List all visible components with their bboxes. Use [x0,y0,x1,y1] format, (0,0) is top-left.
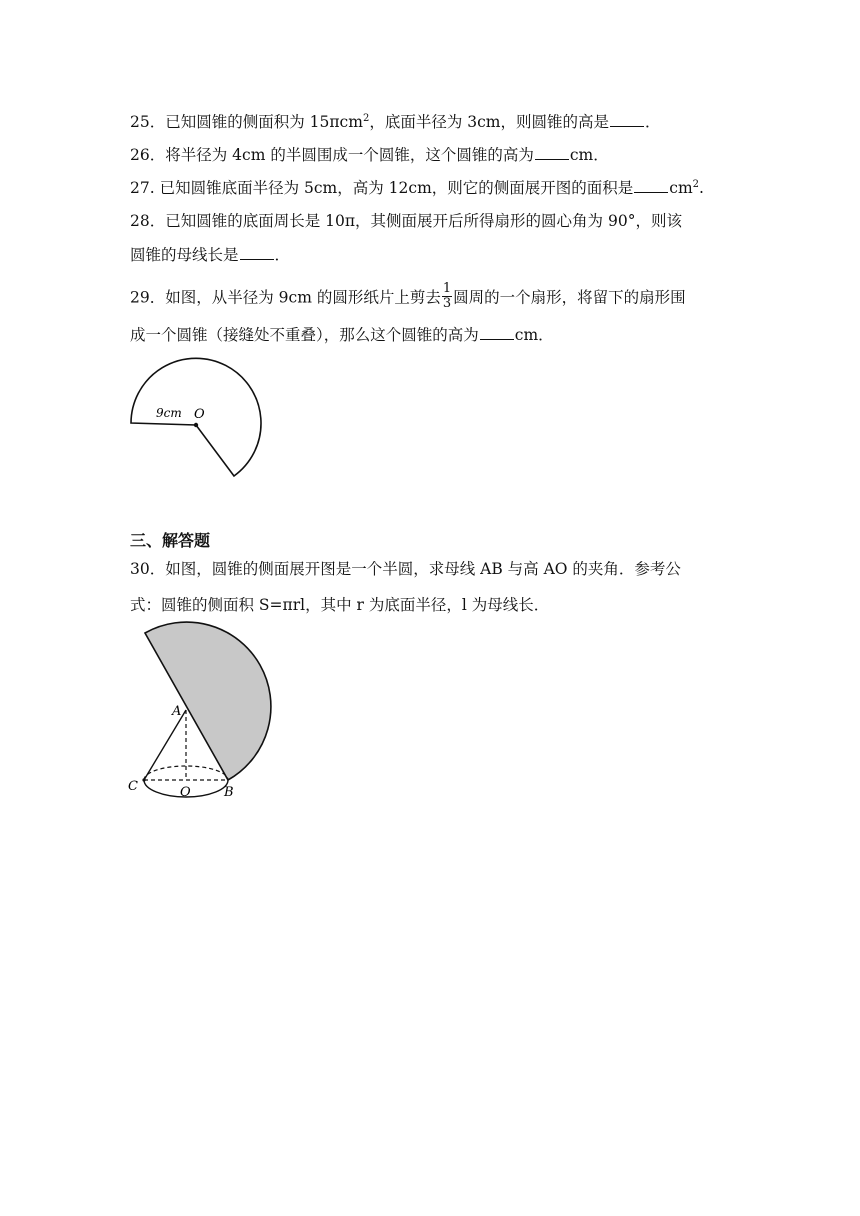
q28-text-line2a: 圆锥的母线长是 [130,246,239,264]
question-25 [130,111,661,133]
q26-text-b: cm． [569,146,609,164]
fraction-numerator: 1 [442,281,452,296]
q25-text-c: ． [645,113,661,131]
q25-text-b: ，底面半径为 3cm，则圆锥的高是 [369,113,609,131]
generatrix-ac [144,710,186,780]
q26-text-a: 26．将半径为 4cm 的半圆围成一个圆锥，这个圆锥的高为 [130,146,534,164]
center-label: O [194,407,205,422]
question-30-line-1 [130,558,681,580]
label-b: B [224,785,234,800]
fraction [442,282,452,311]
answer-blank [240,245,274,260]
question-28-line-1 [130,210,682,232]
label-c: C [128,779,138,794]
question-26 [130,144,609,166]
question-30-line-2 [130,594,549,616]
label-a: A [172,704,182,719]
center-point [194,423,198,427]
question-29-line-1 [130,281,686,313]
answer-blank [610,112,644,127]
figure-29-sector [120,355,270,485]
figure-30-cone [120,618,280,802]
q29-text-line2b: cm． [514,326,554,344]
answer-blank [535,145,569,160]
q28-text-line2b: ． [274,246,291,264]
label-o: O [180,785,191,800]
q29-text-b: 圆周的一个扇形，将留下的扇形围 [453,288,686,307]
q27-superscript: 2 [692,179,700,190]
answer-blank [480,325,514,340]
q29-text-a: 29．如图，从半径为 9cm 的圆形纸片上剪去 [130,288,441,307]
q25-superscript: 2 [362,113,370,124]
q27-text-c: . [699,179,704,197]
question-29-line-2 [130,324,554,346]
q28-text-line1: 28．已知圆锥的底面周长是 10π，其侧面展开后所得扇形的圆心角为 90°，则该 [130,212,682,230]
q25-text-a: 25．已知圆锥的侧面积为 15πcm [130,113,363,131]
radius-label: 9cm [156,406,182,420]
semicircle-development [145,622,271,780]
section-heading: 三、解答题 [130,531,211,550]
point-c [142,778,145,781]
question-27 [130,177,704,199]
question-28-line-2 [130,244,290,266]
q29-text-line2a: 成一个圆锥（接缝处不重叠），那么这个圆锥的高为 [130,326,479,344]
q30-text-line2: 式：圆锥的侧面积 S=πrl，其中 r 为底面半径，l 为母线长． [130,596,550,614]
answer-blank [634,178,668,193]
q30-text-line1: 30．如图，圆锥的侧面展开图是一个半圆，求母线 AB 与高 AO 的夹角．参考公 [130,560,681,578]
fraction-denominator: 3 [442,296,452,311]
q27-text-a: 27. 已知圆锥底面半径为 5cm，高为 12cm，则它的侧面展开图的面积是 [130,179,634,197]
q27-text-b: cm [669,179,693,197]
